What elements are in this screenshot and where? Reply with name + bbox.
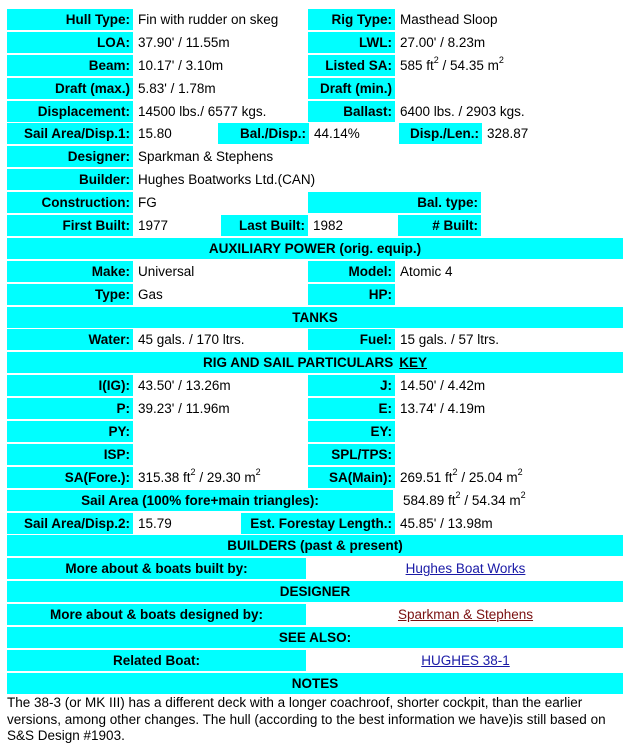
num-built-value [483,215,623,236]
sa-total-value: 584.89 $ft^2 / 54.34$ $m^2$ [395,490,623,511]
row-loa-lwl [7,32,623,55]
row-displacement [7,101,623,124]
ey-label: EY: [308,421,395,442]
disp-len-label: Disp./Len.: [399,123,482,144]
row-type [7,284,623,307]
designer-more-label: More about & boats designed by: [7,604,306,625]
sa-disp1-label: Sail Area/Disp.1: [7,123,133,144]
isp-value [135,444,306,465]
isp-label: ISP: [7,444,133,465]
construction-value: FG [135,192,306,213]
sa-disp1-value: 15.80 [135,123,216,144]
builder-link[interactable]: Hughes Boat Works [405,561,526,577]
notes-header: NOTES [7,673,623,694]
j-value: 14.50' / 4.42m [397,375,623,396]
row-beam-sa [7,55,623,78]
row-make [7,261,623,284]
row-i-j [7,375,623,398]
builders-header-row [7,535,623,558]
row-construction [7,192,623,215]
ey-value [397,421,623,442]
e-label: E: [308,398,395,419]
row-designer [7,146,623,169]
hp-label: HP: [308,284,395,305]
model-value: Atomic 4 [397,261,623,282]
bal-disp-value: 44.14% [311,123,397,144]
designer-header: DESIGNER [7,581,623,602]
row-ratios [7,123,623,146]
aux-header: AUXILIARY POWER (orig. equip.) [7,238,623,259]
row-sa-disp2 [7,513,623,536]
rig-header-row [7,352,623,375]
rig-header [7,352,623,373]
builders-header: BUILDERS (past & present) [7,535,623,556]
draft-min-label: Draft (min.) [308,78,395,99]
p-label: P: [7,398,133,419]
p-value: 39.23' / 11.96m [135,398,306,419]
tanks-header-row [7,307,623,330]
make-value: Universal [135,261,306,282]
water-value: 45 gals. / 170 ltrs. [135,329,306,350]
water-label: Water: [7,329,133,350]
row-py-ey [7,421,623,444]
make-label: Make: [7,261,133,282]
related-boat-link[interactable]: HUGHES 38-1 [421,652,510,668]
engine-type-value: Gas [135,284,306,305]
hull-type-label: Hull Type: [7,9,133,30]
bal-disp-label: Bal./Disp.: [218,123,309,144]
disp-len-value: 328.87 [484,123,623,144]
i-value: 43.50' / 13.26m [135,375,306,396]
see-also-header-row [7,627,623,650]
builder-label: Builder: [7,169,133,190]
listed-sa-label: Listed SA: [308,55,395,76]
rig-header-text: RIG AND SAIL PARTICULARS [202,355,394,371]
fuel-label: Fuel: [308,329,395,350]
loa-value: 37.90' / 11.55m [135,32,306,53]
sa-main-value: 269.51 $ft^2 / 25.04$ $m^2$ [397,467,623,488]
aux-header-row [7,238,623,261]
num-built-label: # Built: [398,215,481,236]
forestay-label: Est. Forestay Length.: [241,513,395,534]
rig-type-label: Rig Type: [308,9,395,30]
row-p-e [7,398,623,421]
builders-link-cell [308,558,623,579]
beam-label: Beam: [7,55,133,76]
j-label: J: [308,375,395,396]
py-value [135,421,306,442]
construction-label: Construction: [7,192,133,213]
sa-disp2-value: 15.79 [135,513,239,534]
row-isp-spl [7,444,623,467]
lwl-value: 27.00' / 8.23m [397,32,623,53]
hull-type-value: Fin with rudder on skeg [135,9,306,30]
designer-link[interactable]: Sparkman & Stephens [397,607,534,623]
bal-type-label: Bal. type: [308,192,481,213]
listed-sa-value: 585 $ft^2 / 54.35$ $m^2$ [397,55,623,76]
loa-label: LOA: [7,32,133,53]
notes-header-row [7,673,623,696]
sa-main-label: SA(Main): [308,467,395,488]
row-builder [7,169,623,192]
designer-link-cell [308,604,623,625]
displacement-value: 14500 lbs./ 6577 kgs. [135,101,306,122]
draft-max-label: Draft (max.) [7,78,133,99]
bal-type-value [483,192,623,213]
row-hull-rig [7,9,623,32]
displacement-label: Displacement: [7,101,133,122]
sa-disp2-label: Sail Area/Disp.2: [7,513,133,534]
row-built [7,215,623,238]
draft-min-value [397,78,623,99]
builders-label: More about & boats built by: [7,558,306,579]
builder-value: Hughes Boatworks Ltd.(CAN) [135,169,623,190]
row-sa-fore-main [7,467,623,490]
sa-fore-value: 315.38 $ft^2 / 29.30$ $m^2$ [135,467,306,488]
sa-fore-label: SA(Fore.): [7,467,133,488]
py-label: PY: [7,421,133,442]
see-also-header: SEE ALSO: [7,627,623,648]
row-designer-link [7,604,623,627]
last-built-value: 1982 [310,215,396,236]
ballast-value: 6400 lbs. / 2903 kgs. [397,101,623,122]
fuel-value: 15 gals. / 57 ltrs. [397,329,623,350]
e-value: 13.74' / 4.19m [397,398,623,419]
related-link-cell [308,650,623,671]
designer-label: Designer: [7,146,133,167]
spl-tps-value [397,444,623,465]
key-link[interactable]: KEY [399,355,428,371]
spl-tps-label: SPL/TPS: [308,444,395,465]
rig-type-value: Masthead Sloop [397,9,623,30]
hp-value [397,284,623,305]
engine-type-label: Type: [7,284,133,305]
sa-total-label: Sail Area (100% fore+main triangles): [7,490,393,511]
designer-header-row [7,581,623,604]
row-draft [7,78,623,101]
notes-text: The 38-3 (or MK III) has a different deck with a longer coachroof, shorter cockpit, than the earlier versions, among other changes. The hull (according to the best information we have)is still based on S&S Design #1903. [7,695,606,743]
designer-value: Sparkman & Stephens [135,146,623,167]
row-builders-link [7,558,623,581]
specs-table [7,9,623,696]
last-built-label: Last Built: [221,215,308,236]
beam-value: 10.17' / 3.10m [135,55,306,76]
ballast-label: Ballast: [308,101,395,122]
lwl-label: LWL: [308,32,395,53]
related-boat-label: Related Boat: [7,650,306,671]
row-related [7,650,623,673]
first-built-value: 1977 [135,215,219,236]
tanks-header: TANKS [7,307,623,328]
model-label: Model: [308,261,395,282]
first-built-label: First Built: [7,215,133,236]
forestay-value: 45.85' / 13.98m [397,513,623,534]
i-label: I(IG): [7,375,133,396]
draft-max-value: 5.83' / 1.78m [135,78,306,99]
row-sa-total [7,490,623,513]
row-tanks [7,329,623,352]
